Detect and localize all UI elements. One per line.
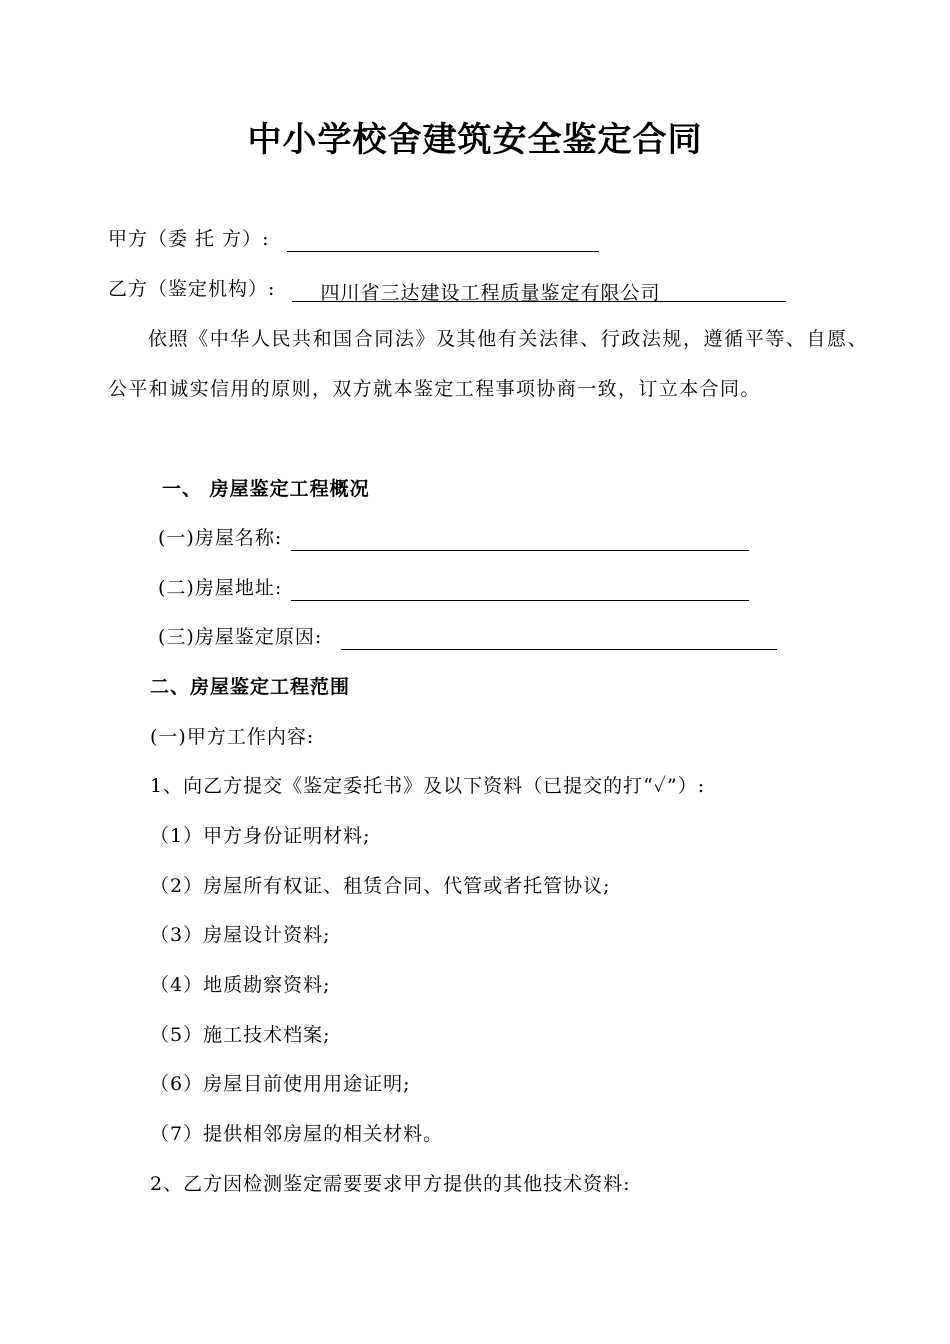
party-a-line bbox=[108, 226, 599, 252]
party-a-label: 甲方（委 托 方）: bbox=[108, 228, 270, 250]
material-item-3: （3）房屋设计资料; bbox=[150, 924, 331, 946]
house-name-label: (一)房屋名称: bbox=[158, 527, 283, 549]
party-b-blank bbox=[292, 280, 786, 302]
document-title: 中小学校舍建筑安全鉴定合同 bbox=[247, 120, 703, 160]
other-materials-item: 2、乙方因检测鉴定需要要求甲方提供的其他技术资料: bbox=[150, 1173, 631, 1195]
party-b-line bbox=[108, 276, 786, 302]
appraisal-reason-label: (三)房屋鉴定原因: bbox=[158, 626, 323, 648]
house-address-line bbox=[158, 575, 749, 601]
house-address-blank bbox=[291, 578, 749, 601]
material-item-4: （4）地质勘察资料; bbox=[150, 974, 331, 996]
appraisal-reason-line bbox=[158, 624, 777, 650]
section-1-heading: 一、 房屋鉴定工程概况 bbox=[162, 478, 370, 500]
house-name-blank bbox=[291, 528, 749, 551]
material-item-6: （6）房屋目前使用用途证明; bbox=[150, 1073, 411, 1095]
party-b-value: 四川省三达建设工程质量鉴定有限公司 bbox=[320, 282, 661, 304]
section-2-heading: 二、房屋鉴定工程范围 bbox=[150, 676, 351, 698]
appraisal-reason-blank bbox=[341, 627, 777, 650]
material-item-7: （7）提供相邻房屋的相关材料。 bbox=[150, 1123, 444, 1145]
material-item-2: （2）房屋所有权证、租赁合同、代管或者托管协议; bbox=[150, 875, 611, 897]
submit-materials-item: 1、向乙方提交《鉴定委托书》及以下资料（已提交的打“✓”）: bbox=[150, 775, 706, 797]
house-address-label: (二)房屋地址: bbox=[158, 577, 283, 599]
material-item-5: （5）施工技术档案; bbox=[150, 1024, 331, 1046]
house-name-line bbox=[158, 525, 749, 551]
party-b-label: 乙方（鉴定机构）: bbox=[108, 278, 276, 300]
party-a-blank bbox=[287, 229, 599, 252]
party-a-work-heading: (一)甲方工作内容: bbox=[150, 726, 315, 748]
intro-paragraph: 依照《中华人民共和国合同法》及其他有关法律、行政法规，遵循平等、自愿、公平和诚实信用的原则，双方就本鉴定工程事项协商一致，订立本合同。 bbox=[108, 328, 868, 400]
material-item-1: （1）甲方身份证明材料; bbox=[150, 825, 371, 847]
